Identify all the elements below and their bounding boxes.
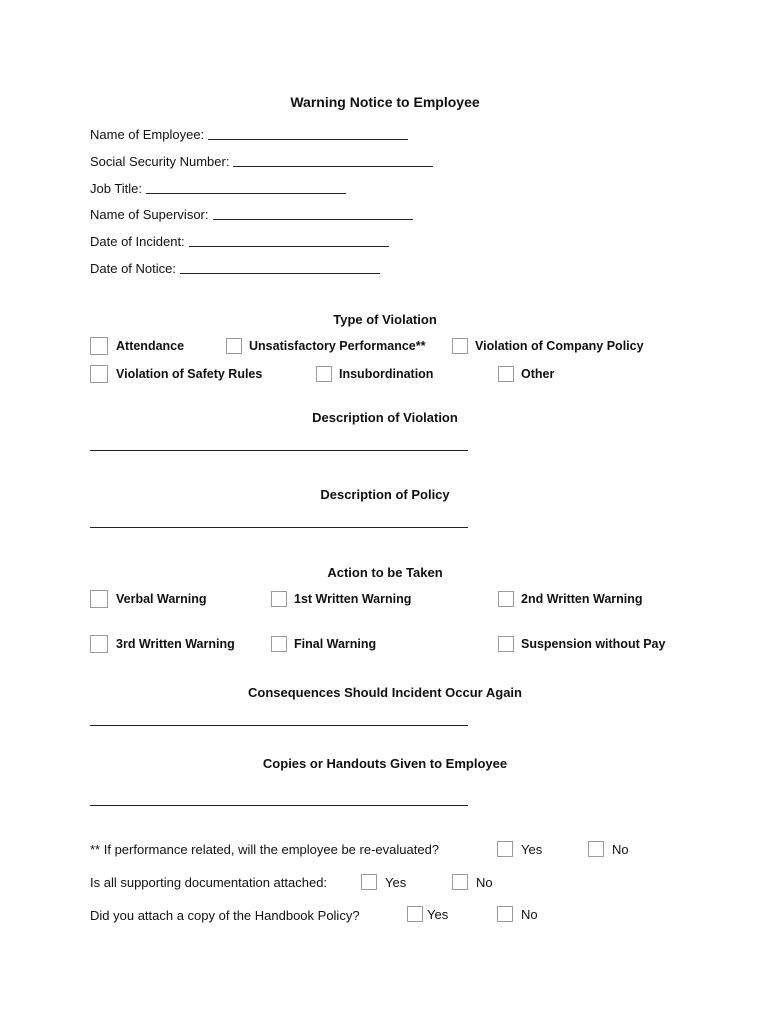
consequences-heading: Consequences Should Incident Occur Again (247, 685, 522, 700)
reevaluated-no-label: No (612, 841, 629, 857)
insubordination-checkbox[interactable] (316, 366, 332, 382)
policy-option[interactable] (452, 338, 644, 354)
unsatisfactory-option[interactable] (226, 338, 425, 354)
documentation-no-label: No (476, 874, 493, 890)
ssn-label: Social Security Number: (90, 154, 230, 169)
safety-option[interactable] (90, 365, 262, 383)
handbook-yes-checkbox[interactable] (407, 906, 423, 922)
first-written-checkbox[interactable] (271, 591, 287, 607)
handbook-yes-option[interactable] (407, 906, 448, 922)
ssn-field[interactable] (90, 154, 433, 169)
description-violation-line[interactable] (90, 450, 468, 451)
first-written-option[interactable] (271, 591, 411, 607)
employee-name-line[interactable] (208, 139, 408, 140)
policy-checkbox[interactable] (452, 338, 468, 354)
insubordination-label: Insubordination (339, 367, 434, 381)
third-written-option[interactable] (90, 635, 235, 653)
supervisor-label: Name of Supervisor: (90, 207, 209, 222)
suspension-label: Suspension without Pay (521, 637, 666, 651)
supervisor-line[interactable] (213, 219, 413, 220)
final-warning-checkbox[interactable] (271, 636, 287, 652)
handbook-no-label: No (521, 906, 538, 922)
third-written-label: 3rd Written Warning (116, 637, 235, 651)
attendance-label: Attendance (116, 339, 185, 353)
reevaluated-no-option[interactable] (588, 841, 629, 857)
documentation-yes-checkbox[interactable] (361, 874, 377, 890)
handbook-yes-label: Yes (427, 906, 449, 922)
verbal-label: Verbal Warning (116, 592, 207, 606)
notice-date-field[interactable] (90, 261, 380, 276)
copies-heading: Copies or Handouts Given to Employee (262, 756, 508, 771)
reevaluated-no-checkbox[interactable] (588, 841, 604, 857)
documentation-question: Is all supporting documentation attached: (90, 875, 328, 890)
other-label: Other (521, 367, 555, 381)
attendance-checkbox[interactable] (90, 337, 108, 355)
job-title-line[interactable] (146, 193, 346, 194)
job-title-label: Job Title: (90, 181, 143, 196)
final-warning-option[interactable] (271, 636, 376, 652)
unsatisfactory-checkbox[interactable] (226, 338, 242, 354)
third-written-checkbox[interactable] (90, 635, 108, 653)
other-option[interactable] (498, 366, 554, 382)
supervisor-field[interactable] (90, 207, 413, 222)
incident-date-field[interactable] (90, 234, 389, 249)
safety-label: Violation of Safety Rules (116, 367, 263, 381)
suspension-option[interactable] (498, 636, 665, 652)
reevaluated-yes-checkbox[interactable] (497, 841, 513, 857)
description-violation-heading: Description of Violation (312, 410, 458, 425)
notice-date-line[interactable] (180, 273, 380, 274)
form-title: Warning Notice to Employee (290, 94, 480, 110)
handbook-no-checkbox[interactable] (497, 906, 513, 922)
notice-date-label: Date of Notice: (90, 261, 176, 276)
reevaluated-yes-label: Yes (521, 841, 543, 857)
employee-name-label: Name of Employee: (90, 127, 205, 142)
unsatisfactory-label: Unsatisfactory Performance** (249, 339, 426, 353)
verbal-checkbox[interactable] (90, 590, 108, 608)
violation-heading: Type of Violation (333, 312, 437, 327)
handbook-question: Did you attach a copy of the Handbook Policy? (90, 908, 360, 923)
consequences-line[interactable] (90, 725, 468, 726)
documentation-no-checkbox[interactable] (452, 874, 468, 890)
action-heading: Action to be Taken (327, 565, 443, 580)
incident-date-label: Date of Incident: (90, 234, 185, 249)
description-policy-heading: Description of Policy (320, 487, 450, 502)
suspension-checkbox[interactable] (498, 636, 514, 652)
policy-label: Violation of Company Policy (475, 339, 644, 353)
documentation-yes-label: Yes (385, 874, 407, 890)
incident-date-line[interactable] (189, 246, 389, 247)
handbook-no-option[interactable] (497, 906, 538, 922)
safety-checkbox[interactable] (90, 365, 108, 383)
final-warning-label: Final Warning (294, 637, 377, 651)
documentation-yes-option[interactable] (361, 874, 406, 890)
first-written-label: 1st Written Warning (294, 592, 412, 606)
employee-name-field[interactable] (90, 127, 408, 142)
verbal-option[interactable] (90, 590, 207, 608)
attendance-option[interactable] (90, 337, 184, 355)
second-written-option[interactable] (498, 591, 643, 607)
reevaluated-question: ** If performance related, will the employee be re-evaluated? (90, 842, 440, 857)
ssn-line[interactable] (233, 166, 433, 167)
job-title-field[interactable] (90, 181, 346, 196)
documentation-no-option[interactable] (452, 874, 493, 890)
reevaluated-yes-option[interactable] (497, 841, 542, 857)
description-policy-line[interactable] (90, 527, 468, 528)
second-written-checkbox[interactable] (498, 591, 514, 607)
insubordination-option[interactable] (316, 366, 433, 382)
second-written-label: 2nd Written Warning (521, 592, 643, 606)
other-checkbox[interactable] (498, 366, 514, 382)
copies-line[interactable] (90, 805, 468, 806)
